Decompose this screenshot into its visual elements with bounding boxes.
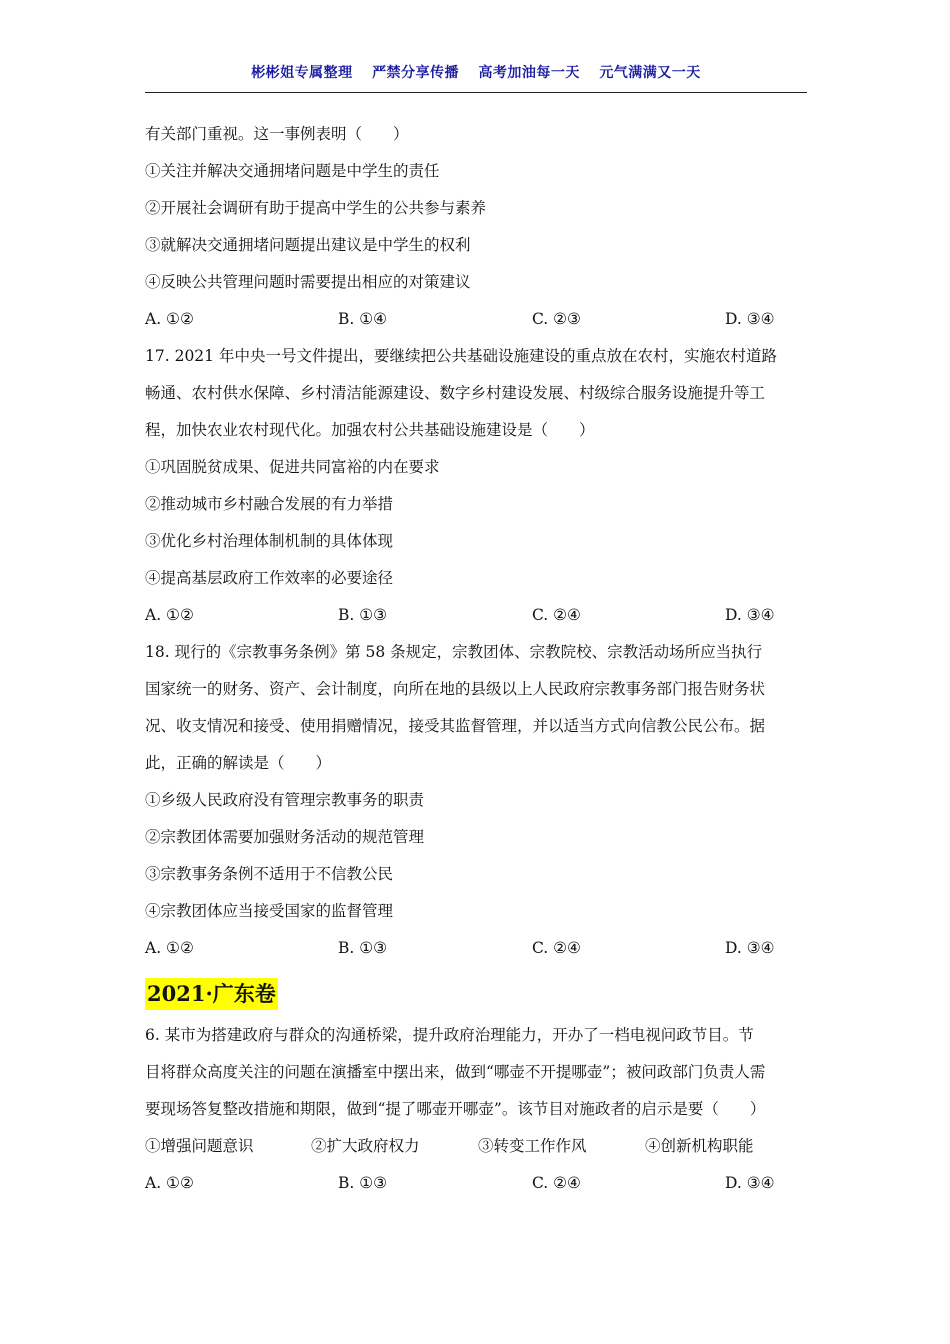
option-b: B. ①③ bbox=[338, 939, 388, 957]
statement: ④提高基层政府工作效率的必要途径 bbox=[145, 569, 394, 587]
section-heading: 2021·广东卷 bbox=[145, 978, 278, 1010]
answer-options bbox=[145, 930, 807, 967]
option-c: C. ②④ bbox=[532, 606, 581, 624]
document-body bbox=[145, 116, 807, 1202]
question-stem: 目将群众高度关注的问题在演播室中摆出来，做到“哪壶不开提哪壶”；被问政部门负责人需 bbox=[145, 1063, 766, 1081]
question-6 bbox=[145, 1017, 807, 1202]
question-stem: 18. 现行的《宗教事务条例》第 58 条规定，宗教团体、宗教院校、宗教活动场所应当执行 bbox=[145, 643, 763, 661]
question-16 bbox=[145, 116, 807, 338]
question-stem: 畅通、农村供水保障、乡村清洁能源建设、数字乡村建设发展、村级综合服务设施提升等工 bbox=[145, 384, 766, 402]
statement: ①乡级人民政府没有管理宗教事务的职责 bbox=[145, 791, 425, 809]
header-item: 高考加油每一天 bbox=[478, 65, 580, 81]
question-17 bbox=[145, 338, 807, 634]
option-d: D. ③④ bbox=[725, 939, 775, 957]
header-item: 严禁分享传播 bbox=[372, 65, 460, 81]
answer-options bbox=[145, 1165, 807, 1202]
option-a: A. ①② bbox=[145, 310, 194, 328]
statement: ②推动城市乡村融合发展的有力举措 bbox=[145, 495, 394, 513]
option-a: A. ①② bbox=[145, 939, 194, 957]
page-header bbox=[145, 62, 807, 93]
option-b: B. ①④ bbox=[338, 310, 388, 328]
option-d: D. ③④ bbox=[725, 606, 775, 624]
statements-row bbox=[145, 1128, 807, 1165]
answer-options bbox=[145, 597, 807, 634]
statement: ①关注并解决交通拥堵问题是中学生的责任 bbox=[145, 162, 440, 180]
statement: ④反映公共管理问题时需要提出相应的对策建议 bbox=[145, 273, 471, 291]
statement: ④创新机构职能 bbox=[645, 1137, 754, 1155]
question-stem: 况、收支情况和接受、使用捐赠情况，接受其监督管理，并以适当方式向信教公民公布。据 bbox=[145, 717, 766, 735]
option-a: A. ①② bbox=[145, 606, 194, 624]
header-item: 彬彬姐专属整理 bbox=[251, 65, 353, 81]
question-stem: 有关部门重视。这一事例表明（ ） bbox=[145, 125, 409, 143]
question-stem: 此，正确的解读是（ ） bbox=[145, 754, 332, 772]
statement: ③优化乡村治理体制机制的具体体现 bbox=[145, 532, 394, 550]
question-stem: 国家统一的财务、资产、会计制度，向所在地的县级以上人民政府宗教事务部门报告财务状 bbox=[145, 680, 766, 698]
statement: ②开展社会调研有助于提高中学生的公共参与素养 bbox=[145, 199, 487, 217]
question-18 bbox=[145, 634, 807, 967]
statement: ②扩大政府权力 bbox=[311, 1137, 420, 1155]
option-d: D. ③④ bbox=[725, 310, 775, 328]
statement: ③宗教事务条例不适用于不信教公民 bbox=[145, 865, 394, 883]
option-c: C. ②④ bbox=[532, 1174, 581, 1192]
statement: ②宗教团体需要加强财务活动的规范管理 bbox=[145, 828, 425, 846]
question-stem: 17. 2021 年中央一号文件提出，要继续把公共基础设施建设的重点放在农村，实施农村道路 bbox=[145, 347, 777, 365]
header-item: 元气满满又一天 bbox=[599, 65, 701, 81]
option-d: D. ③④ bbox=[725, 1174, 775, 1192]
question-stem: 6. 某市为搭建政府与群众的沟通桥梁，提升政府治理能力，开办了一档电视问政节目。节 bbox=[145, 1026, 754, 1044]
statement: ④宗教团体应当接受国家的监督管理 bbox=[145, 902, 394, 920]
question-stem: 程，加快农业农村现代化。加强农村公共基础设施建设是（ ） bbox=[145, 421, 595, 439]
statement: ③转变工作作风 bbox=[478, 1137, 587, 1155]
section-heading-row bbox=[145, 971, 807, 1017]
statement: ①巩固脱贫成果、促进共同富裕的内在要求 bbox=[145, 458, 440, 476]
statement: ③就解决交通拥堵问题提出建议是中学生的权利 bbox=[145, 236, 471, 254]
option-a: A. ①② bbox=[145, 1174, 194, 1192]
option-b: B. ①③ bbox=[338, 606, 388, 624]
option-c: C. ②③ bbox=[532, 310, 581, 328]
option-c: C. ②④ bbox=[532, 939, 581, 957]
question-stem: 要现场答复整改措施和期限，做到“提了哪壶开哪壶”。该节目对施政者的启示是要（ ） bbox=[145, 1100, 766, 1118]
option-b: B. ①③ bbox=[338, 1174, 388, 1192]
answer-options bbox=[145, 301, 807, 338]
statement: ①增强问题意识 bbox=[145, 1137, 254, 1155]
